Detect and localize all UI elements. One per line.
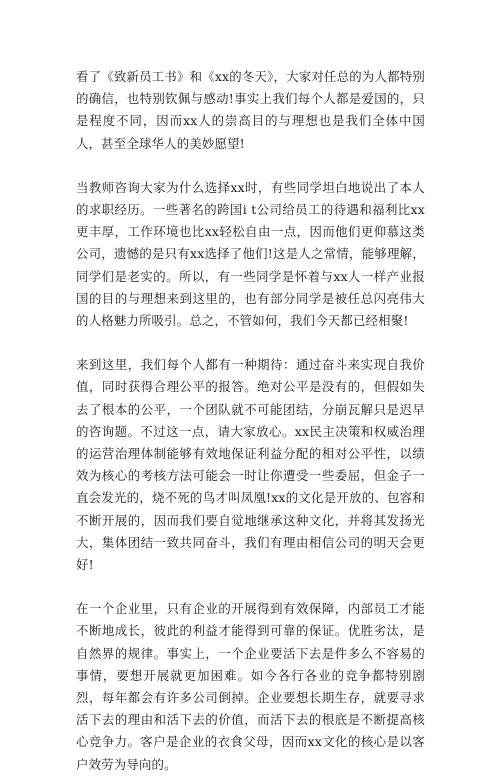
paragraph-3: 来到这里，我们每个人都有一种期待：通过奋斗来实现自我价值，同时获得合理公平的报答。绝对公平是没有的，但假如失去了根本的公平，一个团队就不可能团结，分崩瓦解只是迟早的咨询题。不过这一点，请大家放心。xx民主决策和权威治理的运营治理体制能够有效地保证利益分配的相对公平性，以绩效为核心的考核方法可能会一时让你遭受一些委屈，但金子一直会发光的，烧不死的鸟才叫凤凰!xx的文化是开放的、包容和不断开展的，因而我们要自觉地继承这种文化，并将其发扬光大，集体团结一致共同奋斗，我们有理由相信公司的明天会更好! xyxy=(76,357,425,573)
document-body xyxy=(76,66,425,776)
paragraph-2: 当教师咨询大家为什么选择xx时，有些同学坦白地说出了本人的求职经历。一些著名的跨国i t公司给员工的待遇和福利比xx更丰厚，工作环境也比xx轻松自由一点，因而他们更仰慕这类公司，遗憾的是只有xx选择了他们!这是人之常情，能够理解，同学们是老实的。所以，有一些同学是怀着与xx人一样产业报国的目的与理想来到这里的，也有部分同学是被任总闪亮伟大的人格魅力所吸引。总之，不管如何，我们今天都已经相聚! xyxy=(76,179,425,329)
paragraph-4: 在一个企业里，只有企业的开展得到有效保障，内部员工才能不断地成长，彼此的利益才能得到可靠的保证。优胜劣汰，是自然界的规律。事实上，一个企业要活下去是件多么不容易的事情，要想开展就更加困难。如今各行各业的竞争都特别剧烈，每年都会有许多公司倒掉。企业要想长期生存，就要寻求活下去的理由和活下去的价值，而活下去的根底是不断提高核心竞争力。客户是企业的衣食父母，因而xx文化的核心是以客户效劳为导向的。 xyxy=(76,601,425,772)
paragraph-1: 看了《致新员工书》和《xx的冬天》，大家对任总的为人都特别的确信，也特别钦佩与感动!事实上我们每个人都是爱国的，只是程度不同，因而xx人的崇高目的与理想也是我们全体中国人，甚至全球华人的美妙愿望! xyxy=(76,69,425,151)
